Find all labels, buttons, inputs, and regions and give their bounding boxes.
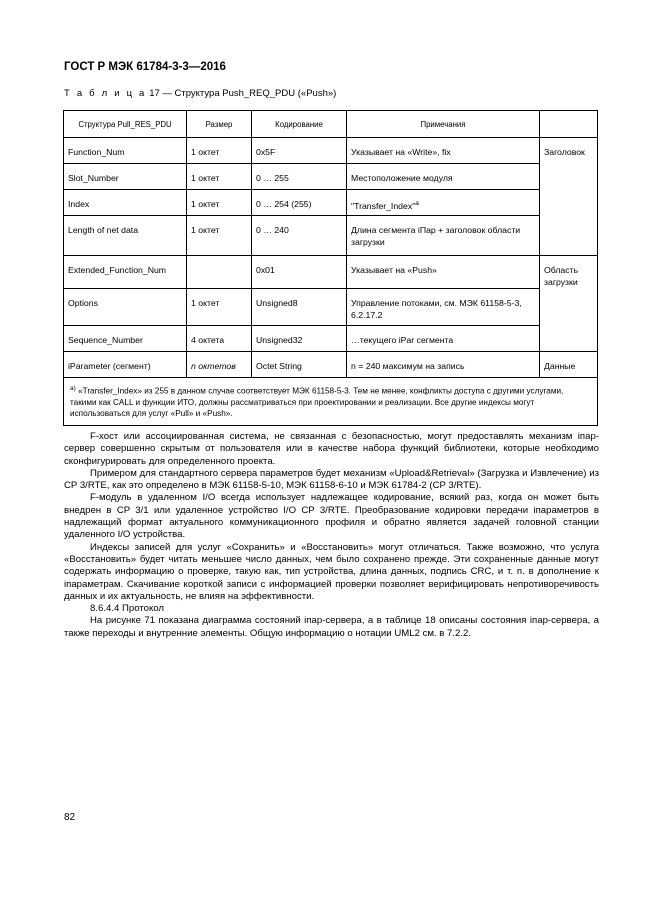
footnote-ref: а [415,200,419,207]
table-cell: iParameter (сегмент) [64,351,187,377]
table-row [64,164,598,190]
footnote-mark: а) [70,384,76,392]
page-number: 82 [64,812,76,823]
table-cell [347,190,540,216]
table-footnote [64,377,598,425]
table-cell: …текущего iPar сегмента [347,325,540,351]
table-cell: 1 октет [187,164,252,190]
caption-prefix: Т а б л и ц а [64,88,147,99]
table-cell: Местоположение модуля [347,164,540,190]
table-cell: Extended_Function_Num [64,256,187,289]
table-row [64,325,598,351]
table-cell: Length of net data [64,216,187,256]
document-header: ГОСТ Р МЭК 61784-3-3—2016 [64,61,226,73]
table-cell: Options [64,288,187,325]
table-cell: 0 … 255 [252,164,347,190]
table-cell: Index [64,190,187,216]
table-row [64,351,598,377]
table-row [64,216,598,256]
column-header: Кодирование [252,111,347,138]
table-cell: 0 … 240 [252,216,347,256]
column-header: Размер [187,111,252,138]
table-cell: 1 октет [187,216,252,256]
table-cell [540,288,598,325]
table-cell: Указывает на «Write», fix [347,138,540,164]
push-req-pdu-table [63,110,598,426]
caption-text: 17 — Структура Push_REQ_PDU («Push») [149,88,337,99]
column-header: Структура Pull_RES_PDU [64,111,187,138]
paragraph: F-хост или ассоциированная система, не связанная с безопасностью, могут предоставлять механизм iпар-сервер совершенно скрытым от пользователя или в качестве набора функций библиотеки, которые необходимо сконфигурировать для определенного проекта. [64,431,599,467]
table-footnote-row [64,377,598,425]
table-row [64,288,598,325]
table-cell: 1 октет [187,190,252,216]
paragraph: Примером для стандартного сервера параметров будет механизм «Upload&Retrieval» (Загрузка и Извлечение) из CP 3/RTE, как это определено в МЭК 61158-5-10, МЭК 61158-6-10 и МЭК 61784-2 (CP 3/RTE). [64,467,599,492]
table-cell: n октетов [187,351,252,377]
table-cell [540,216,598,256]
table-cell: 1 октет [187,288,252,325]
table-cell: Заголовок [540,138,598,164]
table-row [64,138,598,164]
table-cell: Octet String [252,351,347,377]
table-cell: 4 октета [187,325,252,351]
table-cell: Указывает на «Push» [347,256,540,289]
table-cell: 1 октет [187,138,252,164]
index-note-text: "Transfer_Index" [351,200,416,211]
table-cell [540,325,598,351]
table-caption [64,88,336,99]
body-text [64,431,599,640]
table-cell: Function_Num [64,138,187,164]
column-header [540,111,598,138]
table-cell: 0x5F [252,138,347,164]
table-cell: Unsigned32 [252,325,347,351]
table-cell: Длина сегмента iПар + заголовок области загрузки [347,216,540,256]
table-cell [540,190,598,216]
table-cell: Slot_Number [64,164,187,190]
table-cell: Sequence_Number [64,325,187,351]
table-cell: Unsigned8 [252,288,347,325]
section-heading: 8.6.4.4 Протокол [90,603,165,615]
table-cell: Управление потоками, см. МЭК 61158-5-3, 6.2.17.2 [347,288,540,325]
table-row [64,256,598,289]
table-cell [187,256,252,289]
table-header-row [64,111,598,138]
table-cell: Данные [540,351,598,377]
table-cell [540,164,598,190]
table-cell: n = 240 максимум на запись [347,351,540,377]
table-cell: 0x01 [252,256,347,289]
table-cell: Область загрузки [540,256,598,289]
column-header: Примечания [347,111,540,138]
paragraph: F-модуль в удаленном I/O всегда использует надлежащее кодирование, всякий раз, когда он может быть внедрен в CP 3/1 или удаленное устройство I/O CP 3/RTE. Преобразование кодировки передачи iпараметров в надлежащий формат актуального коммуникационного профиля и обратно является задачей головной станции удаленного I/O устройства. [64,492,599,541]
table-cell: 0 … 254 (255) [252,190,347,216]
paragraph: На рисунке 71 показана диаграмма состояний iпар-сервера, а в таблице 18 описаны состояния iпар-сервера, а также переходы и внутренние элементы. Общую информацию о нотации UML2 см. в 7.2.2. [64,615,599,639]
table-row [64,190,598,216]
paragraph: Индексы записей для услуг «Сохранить» и «Восстановить» могут отличаться. Также возможно, что услуга «Восстановить» будет читать меньшее число данных, чем было сохранено прежде. Эти сохраненные данные могут содержать информацию о проверке, такую как, тип устройства, длина данных, подпись CRC, и т. п. в дополнение к iпараметрам. Скачивание короткой записи с информацией проверки позволяет верифицировать непротиворечивость данных и их актуальность, не влияя на эффективности. [64,541,599,602]
footnote-text: «Transfer_Index» из 255 в данном случае соответствует МЭК 61158-5-3. Тем не менее, конфликты доступа с другими услугами, такими как CALL и функции ИТО, должны рассматриваться при проектировании и реализации. Все другие индексы могут использоваться для услуг «Pull» и «Push». [70,386,564,419]
